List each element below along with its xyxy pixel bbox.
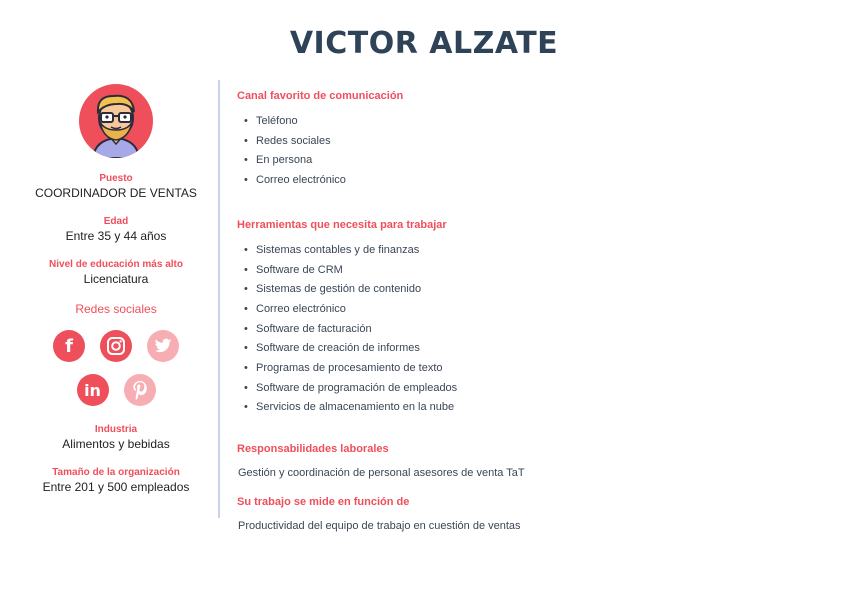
canal-list	[237, 112, 817, 191]
details-column	[237, 89, 817, 532]
edad-label: Edad	[103, 216, 129, 227]
list-item: • Software de programación de empleados	[244, 379, 817, 399]
canal-heading: Canal favorito de comunicación	[237, 90, 404, 102]
list-item: • Servicios de almacenamiento en la nube	[244, 398, 817, 418]
herramientas-heading: Herramientas que necesita para trabajar	[237, 218, 447, 231]
industria-label: Industria	[94, 424, 138, 435]
avatar	[79, 84, 153, 158]
responsabilidades-text: Gestión y coordinación de personal asesores de venta TaT	[238, 467, 525, 480]
social-row-1	[26, 330, 206, 362]
herramientas-list	[237, 241, 817, 418]
puesto-label: Puesto	[99, 173, 133, 184]
persona-name: VICTOR ALZATE	[289, 26, 559, 61]
responsabilidades-heading: Responsabilidades laborales	[237, 443, 389, 456]
social-row-2	[26, 374, 206, 406]
list-item: • Sistemas de gestión de contenido	[244, 280, 817, 300]
list-item: • Correo electrónico	[244, 300, 817, 320]
list-item: • Software de creación de informes	[244, 339, 817, 359]
list-item: • Sistemas contables y de finanzas	[244, 241, 817, 261]
list-item: • Teléfono	[244, 112, 817, 132]
instagram-icon[interactable]	[100, 330, 132, 362]
puesto-value: COORDINADOR DE VENTAS	[35, 186, 197, 200]
educacion-value: Licenciatura	[83, 272, 149, 286]
pinterest-icon[interactable]	[124, 374, 156, 406]
educacion-label: Nivel de educación más alto	[49, 259, 183, 270]
column-divider	[218, 80, 220, 518]
medicion-heading: Su trabajo se mide en función de	[237, 496, 410, 509]
edad-value: Entre 35 y 44 años	[65, 229, 167, 243]
list-item: • En persona	[244, 151, 817, 171]
list-item: • Correo electrónico	[244, 171, 817, 191]
tamano-label: Tamaño de la organización	[52, 467, 180, 478]
facebook-icon[interactable]: f	[53, 330, 85, 362]
twitter-icon[interactable]	[147, 330, 179, 362]
list-item: • Software de CRM	[244, 261, 817, 281]
list-item: • Redes sociales	[244, 132, 817, 152]
list-item: • Programas de procesamiento de texto	[244, 359, 817, 379]
redes-label: Redes sociales	[75, 302, 157, 316]
medicion-text: Productividad del equipo de trabajo en cuestión de ventas	[238, 520, 521, 533]
profile-column	[26, 82, 206, 510]
linkedin-icon[interactable]: in	[77, 374, 109, 406]
list-item: • Software de facturación	[244, 320, 817, 340]
industria-value: Alimentos y bebidas	[62, 437, 170, 451]
tamano-value: Entre 201 y 500 empleados	[42, 480, 190, 494]
